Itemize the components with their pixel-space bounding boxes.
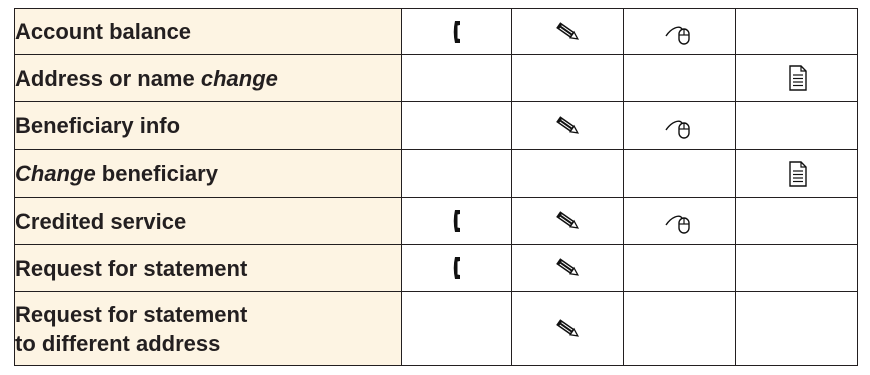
mouse-icon: [665, 206, 695, 236]
table-row: [15, 55, 858, 102]
table-row: [15, 9, 858, 55]
label-text: Address or name: [15, 65, 201, 91]
cell-phone: [402, 9, 512, 55]
cell-phone: [402, 292, 512, 366]
pencil-icon: [553, 17, 583, 47]
cell-written: [512, 198, 624, 245]
row-label: [15, 9, 402, 55]
row-label: [15, 102, 402, 150]
cell-online: [624, 55, 736, 102]
cell-phone: [402, 150, 512, 198]
row-label: [15, 150, 402, 198]
table-row: [15, 198, 858, 245]
emphasized-text: change: [200, 65, 278, 91]
table-row: [15, 292, 858, 366]
cell-phone: [402, 198, 512, 245]
cell-online: [624, 150, 736, 198]
service-options-table: [14, 8, 858, 366]
cell-form: [736, 245, 858, 292]
row-label: [15, 245, 402, 292]
row-label: [15, 55, 402, 102]
document-icon: [782, 63, 812, 93]
cell-phone: [402, 55, 512, 102]
cell-online: [624, 102, 736, 150]
cell-online: [624, 198, 736, 245]
pencil-icon: [553, 206, 583, 236]
cell-form: [736, 150, 858, 198]
pencil-icon: [553, 111, 583, 141]
row-label: [15, 198, 402, 245]
pencil-icon: [553, 314, 583, 344]
cell-written: [512, 9, 624, 55]
mouse-icon: [665, 17, 695, 47]
label-text: Request for statement: [15, 255, 248, 281]
label-text: Request for statement to different address: [15, 301, 248, 356]
cell-written: [512, 245, 624, 292]
label-text: beneficiary: [95, 161, 218, 186]
pencil-icon: [553, 253, 583, 283]
row-label: [15, 292, 402, 366]
cell-written: [512, 102, 624, 150]
cell-phone: [402, 245, 512, 292]
cell-phone: [402, 102, 512, 150]
cell-form: [736, 9, 858, 55]
label-text: Account balance: [15, 19, 192, 44]
table-row: [15, 102, 858, 150]
cell-form: [736, 198, 858, 245]
cell-online: [624, 292, 736, 366]
cell-form: [736, 102, 858, 150]
cell-online: [624, 9, 736, 55]
cell-form: [736, 55, 858, 102]
table-row: [15, 150, 858, 198]
table-body: [15, 9, 858, 366]
mouse-icon: [665, 111, 695, 141]
phone-icon: [442, 17, 472, 47]
phone-icon: [442, 253, 472, 283]
phone-icon: [442, 206, 472, 236]
cell-written: [512, 292, 624, 366]
document-icon: [782, 159, 812, 189]
emphasized-text: Change: [15, 161, 96, 186]
cell-written: [512, 55, 624, 102]
label-text: Credited service: [15, 208, 187, 234]
label-text: Beneficiary info: [15, 113, 181, 138]
cell-form: [736, 292, 858, 366]
table-row: [15, 245, 858, 292]
cell-online: [624, 245, 736, 292]
cell-written: [512, 150, 624, 198]
